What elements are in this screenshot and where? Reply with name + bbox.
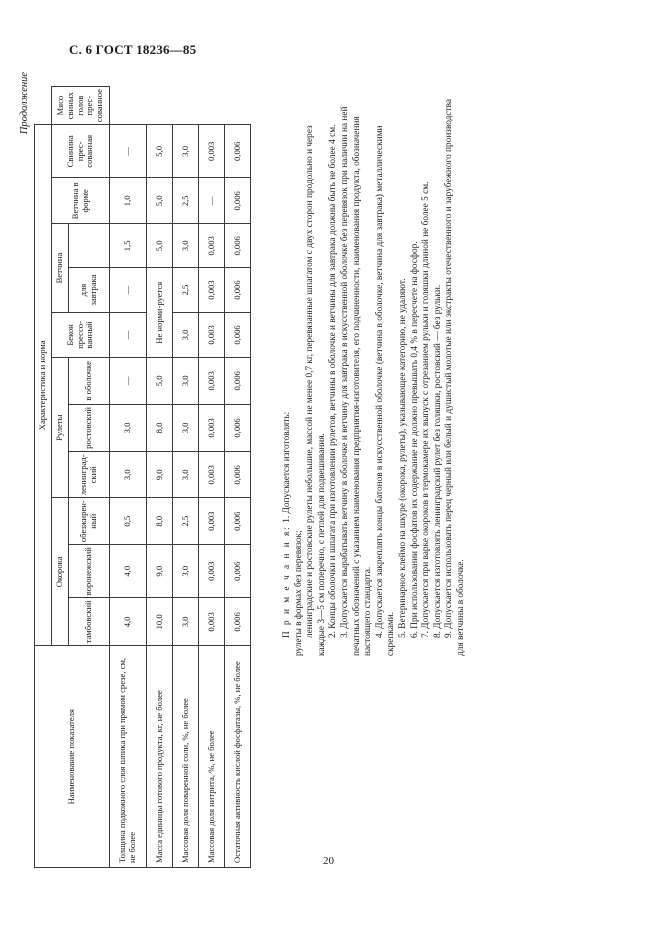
column-header: тамбовский <box>69 598 110 646</box>
table-cell: — <box>110 268 147 312</box>
table-cell: 0,006 <box>225 452 251 498</box>
table-cell: — <box>199 178 225 224</box>
table-cell: 0,003 <box>199 545 225 598</box>
table-row <box>225 87 251 868</box>
name-column-header: Наименование показателя <box>35 646 110 868</box>
page-number: 20 <box>323 855 334 867</box>
table-cell: 0,003 <box>199 404 225 452</box>
table-cell: — <box>110 312 147 357</box>
column-header: Свинина прес-сованная <box>52 125 110 178</box>
table-cell: 0,003 <box>199 224 225 268</box>
table-cell: 1,5 <box>110 224 147 268</box>
table-cell: 5,0 <box>147 358 173 404</box>
table-cell: 0,006 <box>225 312 251 357</box>
group-header: Характеристика и норма <box>35 125 52 646</box>
table-cell: 3,0 <box>173 312 199 357</box>
rotated-content <box>20 66 610 888</box>
table-row <box>199 87 225 868</box>
table-cell: 3,0 <box>173 598 199 646</box>
table-cell: 0,006 <box>225 125 251 178</box>
note-text: 1. Допускается изготовлять: <box>282 411 292 523</box>
table-cell: 2,5 <box>173 498 199 545</box>
table-cell: 0,5 <box>110 498 147 545</box>
column-header: обезжирен-ный <box>69 498 110 545</box>
row-name: Массовая доля поваренной соли, %, не более <box>173 646 199 868</box>
table-row <box>110 87 147 868</box>
group-rulety: Рулеты <box>52 358 69 498</box>
table-cell: 3,0 <box>173 545 199 598</box>
table-cell: 0,006 <box>225 545 251 598</box>
table-cell: 0,006 <box>225 598 251 646</box>
table-cell: 3,0 <box>110 452 147 498</box>
row-name: Масса единицы готового продукта, кг, не более <box>147 646 173 868</box>
table-cell: 0,006 <box>225 268 251 312</box>
column-header: ростовский <box>69 404 110 452</box>
note-5: 5. Ветеринарное клеймо на шкуре (окорока, рулеты), указывающее категорию, не удаляют. <box>397 278 408 638</box>
table-cell: 3,0 <box>110 404 147 452</box>
group-vetchina: Ветчина <box>52 224 69 312</box>
column-header: Ветчина в форме <box>52 178 110 224</box>
table-cell: 10,0 <box>147 598 173 646</box>
table-cell: 0,003 <box>199 358 225 404</box>
table-cell: 0,006 <box>225 178 251 224</box>
table-cell: 3,0 <box>173 452 199 498</box>
table-cell: 2,5 <box>173 268 199 312</box>
continuation-label: Продолжение <box>19 72 30 135</box>
column-header: Бекон прессо-ванный <box>52 312 110 357</box>
table-cell: 3,0 <box>173 404 199 452</box>
note-7: 7. Допускается при варке окороков в термокамере их выпуск с отрезанием рульки и голяшки длиной не более 5 см. <box>421 181 432 638</box>
note-3: 3. Допускается вырабатывать ветчину в оболочке и ветчину для завтрака в искусственной оболочке без перевязок при наличии на ней печатных обозначений с указанием наименования предприятия-изготовителя, его подчиненности, наименования продукта, обозначения настоящего стандарта. <box>339 106 374 656</box>
group-okoroka: Окорока <box>52 498 69 646</box>
table-cell: 4,0 <box>110 545 147 598</box>
row-name: Толщина подкожного слоя шпика при прямом срезе, см, не более <box>110 646 147 868</box>
table-cell: 4,0 <box>110 598 147 646</box>
table-cell: 0,006 <box>225 224 251 268</box>
table-cell: — <box>110 125 147 178</box>
table-cell: 1,0 <box>110 178 147 224</box>
column-header: для завтрака <box>69 268 110 312</box>
requirements-table <box>34 86 251 868</box>
table-cell: 0,003 <box>199 125 225 178</box>
table-cell: 9,0 <box>147 452 173 498</box>
notes-block <box>282 96 468 656</box>
page-header: С. 6 ГОСТ 18236—85 <box>69 42 197 57</box>
table-cell: 8,0 <box>147 404 173 452</box>
note-8: 8. Допускается изготовлять ленинградский рулет без голяшки, ростовский — без рульки. <box>432 284 443 638</box>
column-header: в оболочке <box>69 358 110 404</box>
note-2: 2. Концы оболочки и шпагата при изготовлении рулетов, ветчины в оболочке и ветчины для завтрака должны быть не более 4 см. <box>328 124 339 638</box>
note-4: 4. Допускается закреплять концы батонов в искусственной оболочке (ветчина в оболочке, ветчина для завтрака) металлическими скрепками. <box>374 125 397 656</box>
row-name: Массовая доля нитрита, %, не более <box>199 646 225 868</box>
column-header: ленинград-ский <box>69 452 110 498</box>
table-row <box>147 87 173 868</box>
table-cell: 3,0 <box>173 125 199 178</box>
table-cell: 0,003 <box>199 312 225 357</box>
row-name: Остаточная активность кислой фосфатазы, %, не более <box>225 646 251 868</box>
notes-heading: П р и м е ч а н и я: <box>282 525 292 638</box>
table-cell: 5,0 <box>147 178 173 224</box>
table-row <box>173 87 199 868</box>
note-6: 6. При использовании фосфатов их содержание не должно превышать 0,4 % в пересчете на фосфор. <box>409 241 420 638</box>
column-header: Мясо свиных голов прес-сованное <box>52 87 110 125</box>
table-cell: 0,006 <box>225 498 251 545</box>
column-header: воронежский <box>69 545 110 598</box>
note-9: 9. Допускается использовать перец черный или белый и душистый молотые или экстракты отечественного и зарубежного производства для ветчины в оболочке. <box>444 98 466 656</box>
table-cell: 9,0 <box>147 545 173 598</box>
table-cell: 0,003 <box>199 452 225 498</box>
table-cell: Не норми-руется <box>147 268 173 358</box>
table-cell: — <box>110 358 147 404</box>
table-cell: 0,003 <box>199 268 225 312</box>
table-cell: 0,003 <box>199 498 225 545</box>
table-cell: 0,003 <box>199 598 225 646</box>
table-cell: 3,0 <box>173 358 199 404</box>
table-cell: 3,0 <box>173 224 199 268</box>
table-cell: 0,006 <box>225 404 251 452</box>
note-1a: рулеты в формах без перевязок; <box>293 530 304 656</box>
table-cell: 2,5 <box>173 178 199 224</box>
note-1b: ленинградские и ростовские рулеты небольшие, массой не менее 0,7 кг, перевязанные шпагатом с двух сторон продольно и через каждые 3—5 см поперечно, с петлей для подвешивания. <box>305 125 327 656</box>
table-cell: 5,0 <box>147 224 173 268</box>
note-1 <box>282 96 294 656</box>
table-cell: 5,0 <box>147 125 173 178</box>
table-cell: 8,0 <box>147 498 173 545</box>
table-cell: 0,006 <box>225 358 251 404</box>
